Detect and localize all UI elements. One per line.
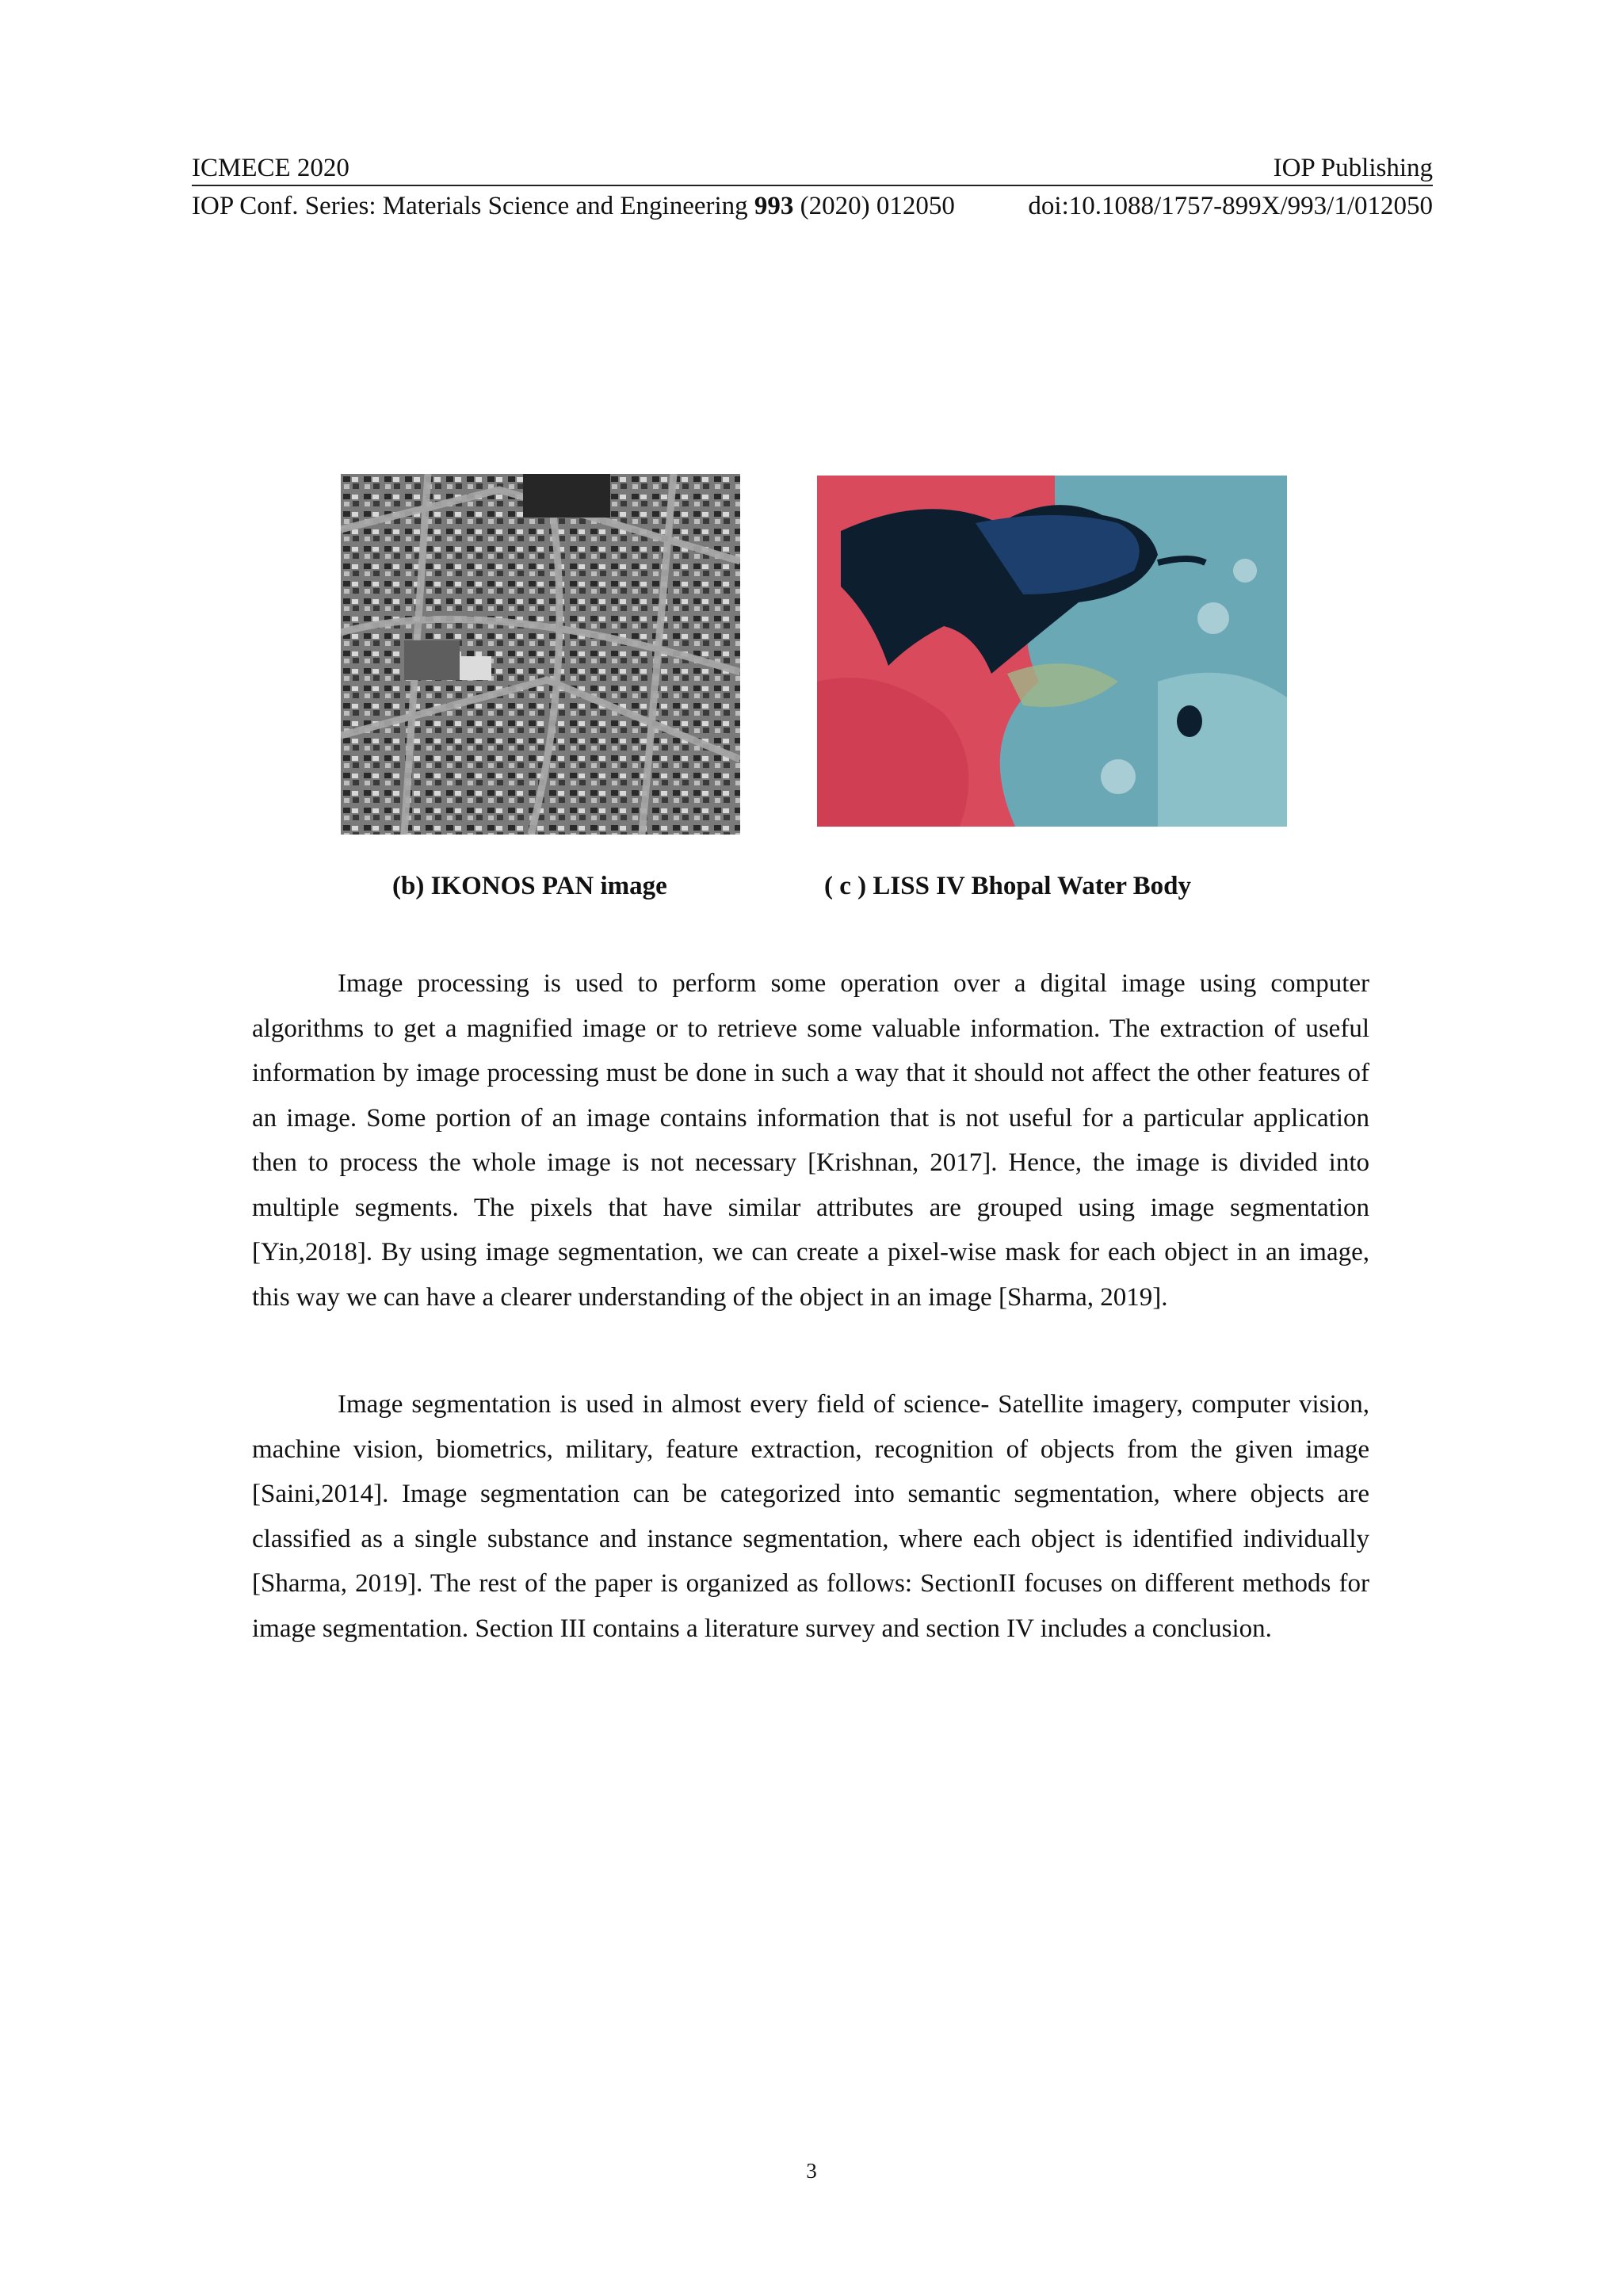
figure-caption-b: (b) IKONOS PAN image	[392, 872, 667, 900]
volume-number: 993	[754, 192, 794, 220]
series-prefix: IOP Conf. Series: Materials Science and Engineering	[192, 192, 748, 220]
figure-caption-c: ( c ) LISS IV Bhopal Water Body	[824, 872, 1192, 900]
conference-name: ICMECE 2020	[192, 154, 349, 182]
body-paragraph-2	[252, 1382, 1369, 1651]
series-suffix: (2020) 012050	[800, 192, 955, 220]
liss-iv-bhopal-image	[817, 476, 1287, 827]
paragraph-2-text: Image segmentation is used in almost every field of science- Satellite imagery, computer vision, machine vision, biometrics, military, feature extraction, recognition of objects from the given image [Saini,2014]. Image segmentation can be categorized into semantic segmentation, where objects are classified as a single substance and instance segmentation, where each object is identified individually [Sharma, 2019]. The rest of the paper is organized as follows: SectionII focuses on different methods for image segmentation. Section III contains a literature survey and section IV includes a conclusion.	[252, 1390, 1369, 1643]
ikonos-pan-image	[341, 474, 740, 835]
running-header	[192, 152, 1433, 184]
page-number: 3	[806, 2159, 817, 2183]
header-rule	[192, 185, 1433, 186]
body-paragraph-1	[252, 961, 1369, 1320]
series-line	[192, 190, 1433, 222]
publisher-name: IOP Publishing	[1273, 154, 1433, 182]
doi: doi:10.1088/1757-899X/993/1/012050	[1028, 192, 1433, 220]
paragraph-1-text: Image processing is used to perform some operation over a digital image using computer algorithms to get a magnified image or to retrieve some valuable information. The extraction of useful information by image processing must be done in such a way that it should not affect the other features of an image. Some portion of an image contains information that is not useful for a particular application then to process the whole image is not necessary [Krishnan, 2017]. Hence, the image is divided into multiple segments. The pixels that have similar attributes are grouped using image segmentation [Yin,2018]. By using image segmentation, we can create a pixel-wise mask for each object in an image, this way we can have a clearer understanding of the object in an image [Sharma, 2019].	[252, 969, 1369, 1312]
